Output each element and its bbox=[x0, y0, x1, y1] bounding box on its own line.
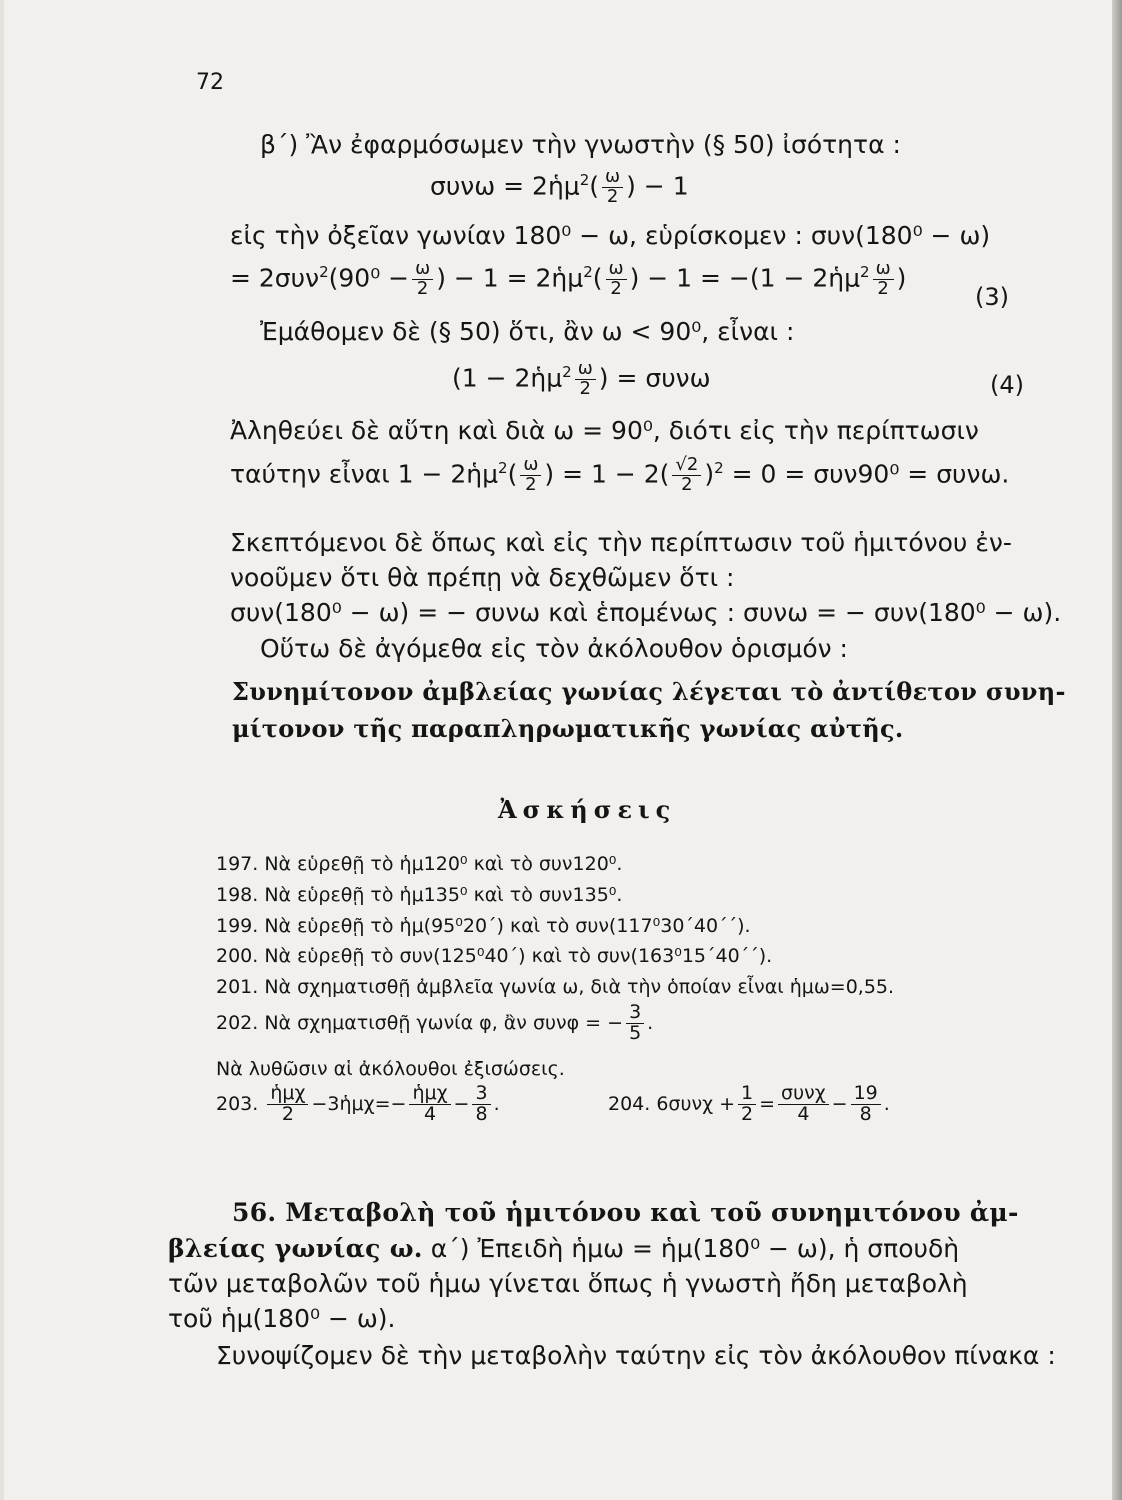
page-left-edge bbox=[0, 0, 4, 1500]
equation-4: (1 − 2ἡμ$^2$ $\frac{\omega}{2}$ ) = συνω bbox=[452, 358, 711, 399]
solve-equations-line: Νὰ λυθῶσιν αἱ ἀκόλουθοι ἐξισώσεις. bbox=[216, 1058, 565, 1080]
paragraph-b: β΄) Ἂν ἐφαρμόσωμεν τὴν γνωστὴν (§ 50) ἰσότητα : bbox=[260, 130, 901, 159]
definition-line-1: Συνημίτονον ἀμβλείας γωνίας λέγεται τὸ ἀντίθετον συνη- bbox=[232, 677, 1066, 706]
eq1-right: ) − 1 bbox=[626, 171, 689, 201]
equation-2: = 2συν$^2$(90⁰ − $\frac{\omega}{2}$ ) − 1 = 2ἡμ$^2$( $\frac{\omega}{2}$ ) − 1 = −(1 − 2ἡμ$^2$ $\frac{\omega}{2}$ ) bbox=[230, 258, 907, 299]
section-56-line-2: βλείας γωνίας ω. α΄) Ἐπειδὴ ἡμω = ἡμ(180⁰ − ω), ἡ σπουδὴ bbox=[168, 1234, 960, 1263]
exercise-199: 199. Νὰ εὑρεθῇ τὸ ἡμ(95⁰20΄) καὶ τὸ συν(117⁰30΄40΄΄). bbox=[216, 915, 751, 937]
exercise-198: 198. Νὰ εὑρεθῇ τὸ ἡμ135⁰ καὶ τὸ συν135⁰. bbox=[216, 884, 623, 906]
eq1-left: συνω = 2ἡμ bbox=[430, 171, 580, 201]
equation-1: συνω = 2ἡμ$^2$( $\frac{\omega}{2}$ ) − 1 bbox=[430, 166, 689, 207]
fraction-omega-half: $\frac{\omega}{2}$ bbox=[602, 168, 623, 207]
paragraph-thus: Οὕτω δὲ ἀγόμεθα εἰς τὸν ἀκόλουθον ὁρισμόν : bbox=[260, 634, 848, 663]
exercise-201: 201. Νὰ σχηματισθῇ ἀμβλεῖα γωνία ω, διὰ τὴν ὁποίαν εἶναι ἡμω=0,55. bbox=[216, 976, 895, 998]
exercises-heading: Ἀσκήσεις bbox=[498, 795, 677, 824]
paragraph-think-2: νοοῦμεν ὅτι θὰ πρέπῃ νὰ δεχθῶμεν ὅτι : bbox=[230, 563, 735, 592]
definition-line-2: μίτονον τῆς παραπληρωματικῆς γωνίας αὐτῆς. bbox=[232, 714, 904, 743]
section-56-line-3: τῶν μεταβολῶν τοῦ ἡμω γίνεται ὅπως ἡ γνωστὴ ἤδη μεταβολὴ bbox=[168, 1269, 968, 1298]
paragraph-valid: Ἀληθεύει δὲ αὕτη καὶ διὰ ω = 90⁰, διότι εἰς τὴν περίπτωσιν bbox=[230, 416, 979, 445]
section-56-line-4: τοῦ ἡμ(180⁰ − ω). bbox=[168, 1304, 396, 1333]
equation-label-4: (4) bbox=[990, 371, 1024, 399]
paragraph-think-1: Σκεπτόμενοι δὲ ὅπως καὶ εἰς τὴν περίπτωσιν τοῦ ἡμιτόνου ἐν- bbox=[230, 528, 1012, 557]
line-acute-angle: εἰς τὴν ὀξεῖαν γωνίαν 180⁰ − ω, εὑρίσκομεν : συν(180⁰ − ω) bbox=[230, 221, 991, 250]
equation-case: ταύτην εἶναι 1 − 2ἡμ$^2$( $\frac{\omega}{2}$ ) = 1 − 2( $\frac{√2}{2}$ )$^2$ = 0 = συν90⁰ = συνω. bbox=[230, 454, 1010, 495]
exercise-203: 203. $\frac{\text{ἡμχ}}{2}$ −3ἡμχ=− $\frac{\text{ἡμχ}}{4}$ − $\frac{3}{8}$ . bbox=[216, 1082, 500, 1125]
paragraph-think-3: συν(180⁰ − ω) = − συνω καὶ ἑπομένως : συνω = − συν(180⁰ − ω). bbox=[230, 598, 1062, 627]
exercise-197: 197. Νὰ εὑρεθῇ τὸ ἡμ120⁰ καὶ τὸ συν120⁰. bbox=[216, 853, 623, 875]
exercise-200: 200. Νὰ εὑρεθῇ τὸ συν(125⁰40΄) καὶ τὸ συν(163⁰15΄40΄΄). bbox=[216, 945, 773, 967]
paragraph-summary: Συνοψίζομεν δὲ τὴν μεταβολὴν ταύτην εἰς τὸν ἀκόλουθον πίνακα : bbox=[216, 1341, 1056, 1370]
page-right-edge bbox=[1112, 0, 1122, 1500]
exercise-202: 202. Νὰ σχηματισθῇ γωνία φ, ἂν συνφ = − $\frac{3}{5}$ . bbox=[216, 1001, 654, 1044]
paragraph-learned: Ἐμάθομεν δὲ (§ 50) ὅτι, ἂν ω < 90⁰, εἶναι : bbox=[260, 317, 795, 346]
equation-label-3: (3) bbox=[975, 283, 1009, 311]
section-56-title: 56. Μεταβολὴ τοῦ ἡμιτόνου καὶ τοῦ συνημιτόνου ἀμ- bbox=[232, 1198, 1019, 1227]
page-number: 72 bbox=[196, 70, 224, 95]
exercise-204: 204. 6συνχ + $\frac{1}{2}$ = $\frac{\text{συνχ}}{4}$ − $\frac{19}{8}$ . bbox=[608, 1082, 890, 1125]
